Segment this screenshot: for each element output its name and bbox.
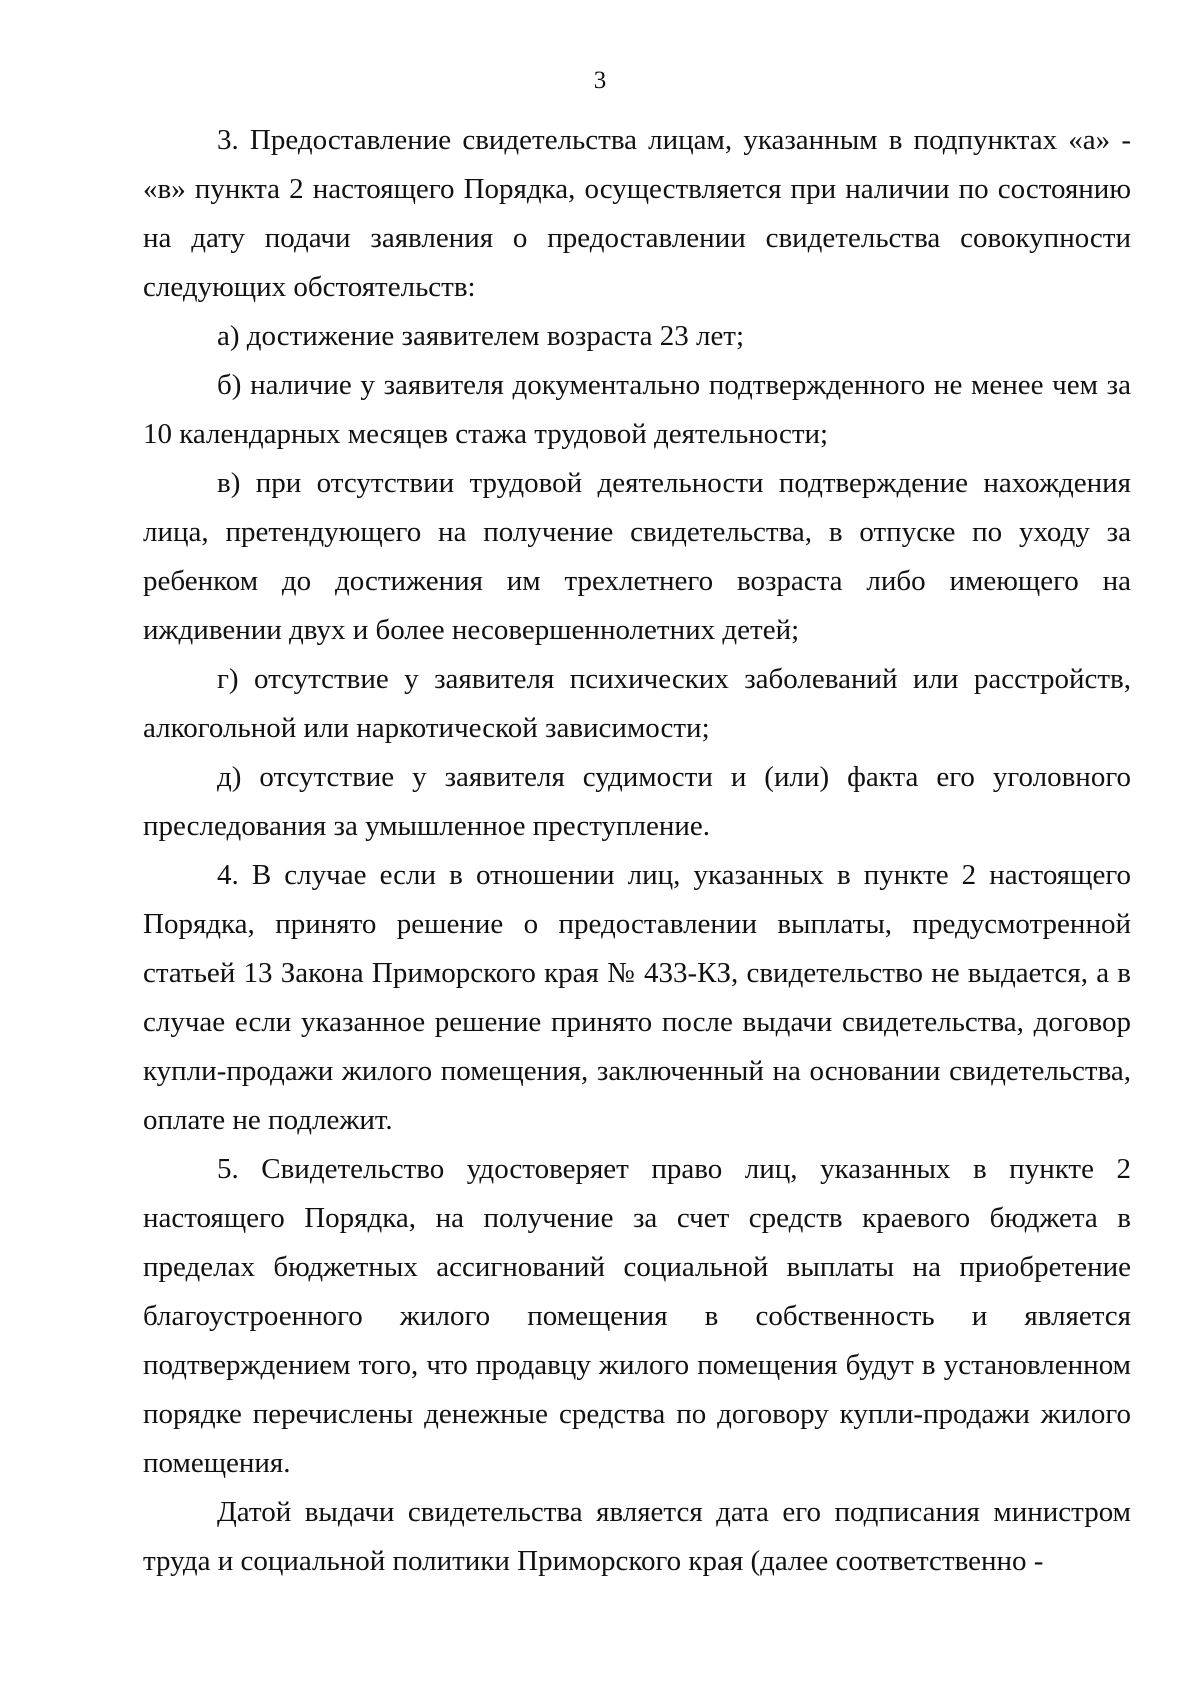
page-number: 3 xyxy=(593,67,607,94)
document-body xyxy=(143,116,1131,1586)
subitem-v: в) при отсутствии трудовой деятельности подтверждение нахождения лица, претендующего на получение свидетельства, в отпуске по уходу за ребенком до достижения им трехлетнего возраста либо имеющего на иждивении двух и более несовершеннолетних детей; xyxy=(143,467,1131,646)
subitem-a: а) достижение заявителем возраста 23 лет; xyxy=(217,320,745,352)
subitem-b: б) наличие у заявителя документально подтвержденного не менее чем за 10 календарных месяцев стажа трудовой деятельности; xyxy=(143,369,1131,450)
paragraph-clause-3: 3. Предоставление свидетельства лицам, указанным в подпунктах «а» - «в» пункта 2 настоящего Порядка, осуществляется при наличии по состоянию на дату подачи заявления о предоставлении свидетельства совокупности следующих обстоятельств: xyxy=(143,124,1131,303)
subitem-g: г) отсутствие у заявителя психических заболеваний или расстройств, алкогольной или наркотической зависимости; xyxy=(143,663,1131,744)
paragraph-issue-date: Датой выдачи свидетельства является дата его подписания министром труда и социальной политики Приморского края (далее соответственно - xyxy=(143,1496,1131,1577)
paragraph-clause-4: 4. В случае если в отношении лиц, указанных в пункте 2 настоящего Порядка, принято решение о предоставлении выплаты, предусмотренной статьей 13 Закона Приморского края № 433-КЗ, свидетельство не выдается, а в случае если указанное решение принято после выдачи свидетельства, договор купли-продажи жилого помещения, заключенный на основании свидетельства, оплате не подлежит. xyxy=(143,859,1131,1136)
paragraph-clause-5: 5. Свидетельство удостоверяет право лиц, указанных в пункте 2 настоящего Порядка, на получение за счет средств краевого бюджета в пределах бюджетных ассигнований социальной выплаты на приобретение благоустроенного жилого помещения в собственность и является подтверждением того, что продавцу жилого помещения будут в установленном порядке перечислены денежные средства по договору купли-продажи жилого помещения. xyxy=(143,1153,1131,1479)
subitem-d: д) отсутствие у заявителя судимости и (или) факта его уголовного преследования за умышленное преступление. xyxy=(143,761,1131,842)
